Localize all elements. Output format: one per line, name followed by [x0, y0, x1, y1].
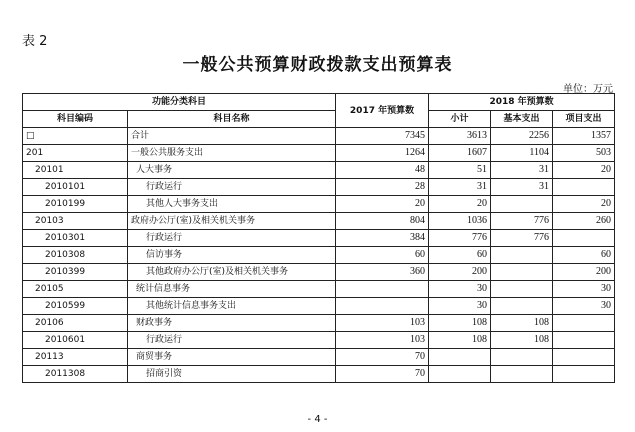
- subject-name: 统计信息事务: [128, 281, 336, 298]
- basic-2018: 108: [491, 332, 553, 349]
- basic-2018: 108: [491, 315, 553, 332]
- budget-2017: 804: [336, 213, 429, 230]
- project-2018: 260: [553, 213, 615, 230]
- subtotal-2018: [429, 366, 491, 383]
- basic-2018: [491, 196, 553, 213]
- subject-name: 财政事务: [128, 315, 336, 332]
- basic-2018: 776: [491, 230, 553, 247]
- header-subject-name: 科目名称: [128, 111, 336, 128]
- subject-name: 信访事务: [128, 247, 336, 264]
- subject-code: 2010301: [23, 230, 128, 247]
- header-project-expenditure: 项目支出: [553, 111, 615, 128]
- table-row: [23, 366, 615, 383]
- subject-code: 2010101: [23, 179, 128, 196]
- budget-2017: [336, 281, 429, 298]
- project-2018: 20: [553, 196, 615, 213]
- project-2018: [553, 332, 615, 349]
- subject-name: 其他政府办公厅(室)及相关机关事务: [128, 264, 336, 281]
- table-row: [23, 128, 615, 145]
- budget-2017: 1264: [336, 145, 429, 162]
- subject-name: 其他人大事务支出: [128, 196, 336, 213]
- subtotal-2018: 30: [429, 281, 491, 298]
- budget-table: [22, 93, 615, 383]
- subtotal-2018: 30: [429, 298, 491, 315]
- table-row: [23, 145, 615, 162]
- subtotal-2018: 3613: [429, 128, 491, 145]
- subject-code: 2010601: [23, 332, 128, 349]
- budget-2017: [336, 298, 429, 315]
- subject-name: 行政运行: [128, 179, 336, 196]
- subject-code: 20106: [23, 315, 128, 332]
- header-row-1: [23, 94, 615, 111]
- subject-code: 2010199: [23, 196, 128, 213]
- subject-name: 政府办公厅(室)及相关机关事务: [128, 213, 336, 230]
- header-2017-budget: 2017 年预算数: [336, 94, 429, 128]
- basic-2018: [491, 264, 553, 281]
- table-row: [23, 213, 615, 230]
- subtotal-2018: 1607: [429, 145, 491, 162]
- subtotal-2018: 776: [429, 230, 491, 247]
- subject-name: 商贸事务: [128, 349, 336, 366]
- header-2018-budget: 2018 年预算数: [429, 94, 615, 111]
- table-row: [23, 247, 615, 264]
- budget-2017: 60: [336, 247, 429, 264]
- project-2018: 30: [553, 281, 615, 298]
- subtotal-2018: 108: [429, 315, 491, 332]
- project-2018: 503: [553, 145, 615, 162]
- subtotal-2018: [429, 349, 491, 366]
- basic-2018: [491, 298, 553, 315]
- subject-code: 2010308: [23, 247, 128, 264]
- project-2018: 1357: [553, 128, 615, 145]
- subject-name: 其他统计信息事务支出: [128, 298, 336, 315]
- budget-2017: 70: [336, 349, 429, 366]
- budget-2017: 103: [336, 315, 429, 332]
- basic-2018: 31: [491, 162, 553, 179]
- table-row: [23, 162, 615, 179]
- basic-2018: [491, 247, 553, 264]
- budget-2017: 7345: [336, 128, 429, 145]
- unit-label: 单位：万元: [563, 84, 613, 95]
- subtotal-2018: 200: [429, 264, 491, 281]
- page-title: 一般公共预算财政拨款支出预算表: [182, 55, 453, 75]
- basic-2018: 2256: [491, 128, 553, 145]
- project-2018: 200: [553, 264, 615, 281]
- subject-code: 201: [23, 145, 128, 162]
- subject-name: 行政运行: [128, 332, 336, 349]
- budget-2017: 70: [336, 366, 429, 383]
- subtotal-2018: 108: [429, 332, 491, 349]
- budget-2017: 20: [336, 196, 429, 213]
- header-function-classification: 功能分类科目: [23, 94, 336, 111]
- table-row: [23, 179, 615, 196]
- basic-2018: 31: [491, 179, 553, 196]
- header-subject-code: 科目编码: [23, 111, 128, 128]
- subtotal-2018: 60: [429, 247, 491, 264]
- table-row: [23, 196, 615, 213]
- project-2018: [553, 179, 615, 196]
- project-2018: [553, 366, 615, 383]
- header-subtotal: 小计: [429, 111, 491, 128]
- budget-2017: 360: [336, 264, 429, 281]
- project-2018: [553, 230, 615, 247]
- subject-name: 招商引资: [128, 366, 336, 383]
- project-2018: [553, 349, 615, 366]
- basic-2018: [491, 349, 553, 366]
- table-row: [23, 298, 615, 315]
- table-row: [23, 332, 615, 349]
- budget-2017: 28: [336, 179, 429, 196]
- subject-code: 2010399: [23, 264, 128, 281]
- subject-code: 2011308: [23, 366, 128, 383]
- project-2018: 60: [553, 247, 615, 264]
- table-row: [23, 230, 615, 247]
- subject-name: 行政运行: [128, 230, 336, 247]
- subject-code: 2010599: [23, 298, 128, 315]
- table-row: [23, 264, 615, 281]
- project-2018: 30: [553, 298, 615, 315]
- subtotal-2018: 31: [429, 179, 491, 196]
- page-number: - 4 -: [307, 414, 328, 425]
- table-row: [23, 349, 615, 366]
- basic-2018: [491, 281, 553, 298]
- subtotal-2018: 1036: [429, 213, 491, 230]
- budget-2017: 48: [336, 162, 429, 179]
- subject-code: 20113: [23, 349, 128, 366]
- header-row-2: [23, 111, 615, 128]
- header-basic-expenditure: 基本支出: [491, 111, 553, 128]
- subtotal-2018: 51: [429, 162, 491, 179]
- subject-code: 20101: [23, 162, 128, 179]
- budget-2017: 384: [336, 230, 429, 247]
- subject-code: 20105: [23, 281, 128, 298]
- subject-code: □: [23, 128, 128, 145]
- subject-name: 合计: [128, 128, 336, 145]
- subject-name: 一般公共服务支出: [128, 145, 336, 162]
- subject-name: 人大事务: [128, 162, 336, 179]
- table-row: [23, 315, 615, 332]
- subject-code: 20103: [23, 213, 128, 230]
- project-2018: [553, 315, 615, 332]
- subtotal-2018: 20: [429, 196, 491, 213]
- basic-2018: [491, 366, 553, 383]
- basic-2018: 1104: [491, 145, 553, 162]
- budget-2017: 103: [336, 332, 429, 349]
- basic-2018: 776: [491, 213, 553, 230]
- table-row: [23, 281, 615, 298]
- project-2018: 20: [553, 162, 615, 179]
- table-label: 表 2: [22, 34, 48, 49]
